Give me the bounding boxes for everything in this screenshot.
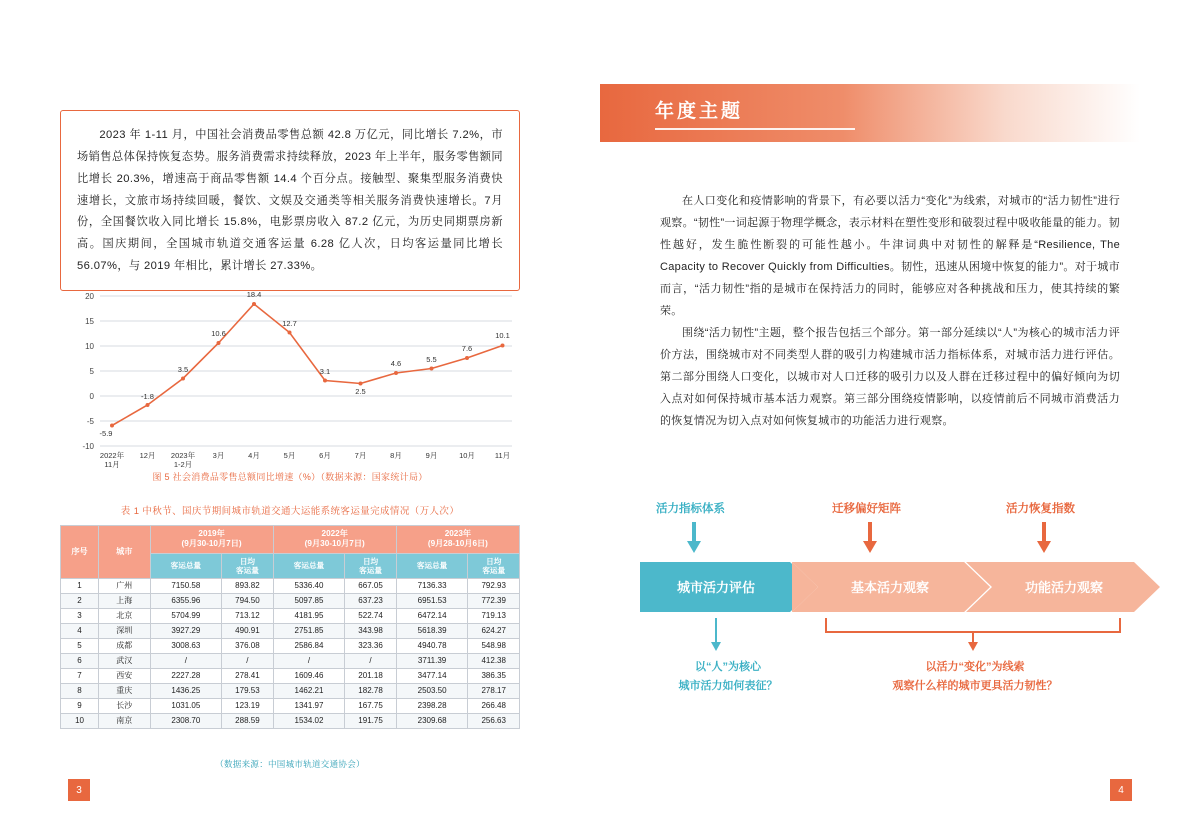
cell-total-2022: 2586.84 <box>273 639 345 654</box>
svg-text:4月: 4月 <box>248 451 260 460</box>
cell-total-2019: 3927.29 <box>150 624 222 639</box>
cell-daily-2022: 201.18 <box>345 669 397 684</box>
svg-text:12月: 12月 <box>139 451 156 460</box>
cell-total-2023: 6472.14 <box>396 609 468 624</box>
svg-text:4.6: 4.6 <box>390 359 402 368</box>
theme-underline <box>655 128 855 130</box>
th-total-2023: 客运总量 <box>396 553 468 579</box>
svg-text:0: 0 <box>89 392 94 401</box>
table-row <box>61 669 520 684</box>
cell-total-2023: 7136.33 <box>396 579 468 594</box>
cell-city: 成都 <box>99 639 150 654</box>
cell-serial: 4 <box>61 624 99 639</box>
svg-text:11月: 11月 <box>104 460 120 468</box>
svg-text:3.5: 3.5 <box>177 365 189 374</box>
cell-daily-2023: 278.17 <box>468 684 520 699</box>
cell-city: 北京 <box>99 609 150 624</box>
cell-total-2019: 1436.25 <box>150 684 222 699</box>
cell-serial: 9 <box>61 699 99 714</box>
table-row <box>61 579 520 594</box>
cell-city: 长沙 <box>99 699 150 714</box>
page-number-left: 3 <box>68 779 90 801</box>
th-city: 城市 <box>99 526 150 579</box>
cell-total-2023: 2503.50 <box>396 684 468 699</box>
cell-daily-2023: 256.63 <box>468 714 520 729</box>
svg-text:-5: -5 <box>86 417 94 426</box>
flow-label-recovery-index: 活力恢复指数 <box>1006 503 1075 515</box>
cell-total-2022: 2751.85 <box>273 624 345 639</box>
cell-serial: 6 <box>61 654 99 669</box>
cell-daily-2022: 637.23 <box>345 594 397 609</box>
svg-text:5.5: 5.5 <box>426 355 437 364</box>
svg-text:5: 5 <box>89 367 94 376</box>
theme-paragraph-1: 在人口变化和疫情影响的背景下，有必要以活力“变化”为线索，对城市的“活力韧性”进行观察。“韧性”一词起源于物理学概念，表示材料在塑性变形和破裂过程中吸收能量的能力。韧性越好，发生脆性断裂的可能性越小。牛津词典中对韧性的解释是“Resilience, The Capacity to Recover Quickly from Difficulties。韧性，迅速从困境中恢复的能力”。对于城市而言，“活力韧性”指的是城市在保持活力的同时，能够应对各种挑战和压力，使其持续的繁荣。 <box>660 195 1120 317</box>
th-group-2022: 2022年 (9月30-10月7日) <box>273 526 396 554</box>
cell-daily-2023: 266.48 <box>468 699 520 714</box>
cell-daily-2022: / <box>345 654 397 669</box>
svg-text:15: 15 <box>85 317 94 326</box>
chart-svg <box>60 278 520 468</box>
svg-text:9月: 9月 <box>425 451 438 460</box>
cell-daily-2022: 323.36 <box>345 639 397 654</box>
table-row <box>61 594 520 609</box>
svg-text:3月: 3月 <box>212 451 225 460</box>
cell-serial: 7 <box>61 669 99 684</box>
theme-body-text <box>660 190 1120 432</box>
table-row <box>61 639 520 654</box>
svg-text:10月: 10月 <box>459 451 475 460</box>
cell-daily-2023: 792.93 <box>468 579 520 594</box>
cell-total-2023: 5618.39 <box>396 624 468 639</box>
cell-daily-2019: / <box>222 654 274 669</box>
svg-text:基本活力观察: 基本活力观察 <box>850 580 930 595</box>
theme-paragraph-2: 围绕“活力韧性”主题，整个报告包括三个部分。第一部分延续以“人”为核心的城市活力评价方法，围绕城市对不同类型人群的吸引力构建城市活力指标体系，对城市活力进行评估。第二部分围绕人口变化，以城市对人口迁移的吸引力以及人群在迁移过程中的偏好倾向为切入点对如何保持城市基本活力观察。第三部分围绕疫情影响，以疫情前后不同城市消费活力的恢复情况为切入点对如何恢复城市的功能活力进行观察。 <box>660 327 1120 427</box>
cell-serial: 1 <box>61 579 99 594</box>
cell-daily-2019: 893.82 <box>222 579 274 594</box>
svg-text:10.6: 10.6 <box>211 329 226 338</box>
table-title: 表 1 中秋节、国庆节期间城市轨道交通大运能系统客运量完成情况（万人次） <box>120 506 460 517</box>
cell-city: 上海 <box>99 594 150 609</box>
cell-daily-2023: 772.39 <box>468 594 520 609</box>
svg-text:1-2月: 1-2月 <box>173 460 193 468</box>
table-row <box>61 714 520 729</box>
cell-total-2019: 2308.70 <box>150 714 222 729</box>
cell-total-2023: 3711.39 <box>396 654 468 669</box>
flow-bracket <box>640 618 1160 654</box>
cell-daily-2023: 412.38 <box>468 654 520 669</box>
cell-daily-2019: 490.91 <box>222 624 274 639</box>
flow-question-right: 以活力“变化”为线索 观察什么样的城市更具活力韧性？ <box>892 661 1058 692</box>
cell-serial: 2 <box>61 594 99 609</box>
flow-question-left: 以“人”为核心 城市活力如何表征？ <box>678 661 778 692</box>
cell-total-2022: 5097.85 <box>273 594 345 609</box>
th-serial: 序号 <box>61 526 99 579</box>
cell-total-2022: / <box>273 654 345 669</box>
flow-label-indicator-system: 活力指标体系 <box>656 503 725 515</box>
theme-title: 年度主题 <box>655 101 744 122</box>
svg-text:5月: 5月 <box>283 451 296 460</box>
cell-daily-2023: 548.98 <box>468 639 520 654</box>
table-row <box>61 624 520 639</box>
th-total-2019: 客运总量 <box>150 553 222 579</box>
cell-daily-2023: 386.35 <box>468 669 520 684</box>
table-row <box>61 609 520 624</box>
svg-text:2023年: 2023年 <box>170 451 196 460</box>
table-row <box>61 654 520 669</box>
table-row <box>61 684 520 699</box>
svg-text:2022年: 2022年 <box>99 451 125 460</box>
cell-daily-2019: 376.08 <box>222 639 274 654</box>
svg-text:8月: 8月 <box>390 451 402 460</box>
cell-daily-2023: 719.13 <box>468 609 520 624</box>
cell-daily-2022: 343.98 <box>345 624 397 639</box>
intro-quote-text: 2023 年 1-11 月，中国社会消费品零售总额 42.8 万亿元，同比增长 7.2%，市场销售总体保持恢复态势。服务消费需求持续释放，2023 年上半年，服务零售额同比增长 20.3%，增速高于商品零售额 14.4 个百分点。接触型、聚集型服务消费快速增长，文旅市场持续回暖，餐饮、文娱及交通类等相关服务消费快速增长。7月份，全国餐饮收入同比增长 15.8%，电影票房收入 87.2 亿元，为历史同期票房新高。国庆期间，全国城市轨道交通客运量 6.28 亿人次，日均客运量同比增长 56.07%，与 2019 年相比，累计增长 27.33%。 <box>77 129 503 273</box>
cell-total-2019: / <box>150 654 222 669</box>
cell-city: 广州 <box>99 579 150 594</box>
cell-daily-2023: 624.27 <box>468 624 520 639</box>
flow-stages <box>640 562 1160 612</box>
cell-total-2019: 1031.05 <box>150 699 222 714</box>
svg-text:11月: 11月 <box>494 451 511 460</box>
th-daily-2022: 日均 客运量 <box>345 553 397 579</box>
cell-total-2022: 1462.21 <box>273 684 345 699</box>
cell-total-2019: 3008.63 <box>150 639 222 654</box>
cell-total-2022: 1609.46 <box>273 669 345 684</box>
svg-text:-10: -10 <box>82 442 94 451</box>
cell-daily-2019: 288.59 <box>222 714 274 729</box>
table-body <box>61 579 520 729</box>
cell-serial: 5 <box>61 639 99 654</box>
svg-text:-5.9: -5.9 <box>99 429 113 438</box>
th-group-2023: 2023年 (9月28-10月6日) <box>396 526 519 554</box>
cell-total-2019: 5704.99 <box>150 609 222 624</box>
svg-text:18.4: 18.4 <box>246 290 262 299</box>
cell-serial: 3 <box>61 609 99 624</box>
cell-total-2022: 1534.02 <box>273 714 345 729</box>
cell-total-2023: 6951.53 <box>396 594 468 609</box>
th-group-2019: 2019年 (9月30-10月7日) <box>150 526 273 554</box>
svg-text:-1.8: -1.8 <box>141 392 154 401</box>
table-source: （数据来源：中国城市轨道交通协会） <box>215 759 365 769</box>
cell-city: 南京 <box>99 714 150 729</box>
svg-text:7月: 7月 <box>354 451 367 460</box>
cell-daily-2019: 713.12 <box>222 609 274 624</box>
svg-text:10: 10 <box>85 342 94 351</box>
flow-label-migration-matrix: 迁移偏好矩阵 <box>832 503 901 515</box>
svg-text:10.1: 10.1 <box>495 331 510 340</box>
cell-total-2019: 2227.28 <box>150 669 222 684</box>
cell-daily-2019: 179.53 <box>222 684 274 699</box>
retail-growth-chart <box>60 278 520 468</box>
page-number-right: 4 <box>1110 779 1132 801</box>
cell-total-2022: 4181.95 <box>273 609 345 624</box>
flow-down-arrows <box>640 522 1160 556</box>
metro-ridership-table <box>60 525 520 729</box>
cell-total-2023: 2309.68 <box>396 714 468 729</box>
cell-serial: 8 <box>61 684 99 699</box>
cell-total-2023: 2398.28 <box>396 699 468 714</box>
svg-text:12.7: 12.7 <box>282 319 297 328</box>
svg-text:7.6: 7.6 <box>461 344 473 353</box>
cell-daily-2019: 123.19 <box>222 699 274 714</box>
flow-diagram <box>640 500 1160 730</box>
cell-serial: 10 <box>61 714 99 729</box>
svg-text:城市活力评估: 城市活力评估 <box>676 580 756 595</box>
cell-daily-2019: 794.50 <box>222 594 274 609</box>
svg-text:6月: 6月 <box>319 451 331 460</box>
cell-total-2019: 6355.96 <box>150 594 222 609</box>
cell-total-2022: 5336.40 <box>273 579 345 594</box>
cell-daily-2022: 667.05 <box>345 579 397 594</box>
th-daily-2019: 日均 客运量 <box>222 553 274 579</box>
cell-total-2019: 7150.58 <box>150 579 222 594</box>
svg-text:20: 20 <box>85 292 94 301</box>
cell-daily-2022: 191.75 <box>345 714 397 729</box>
svg-text:功能活力观察: 功能活力观察 <box>1024 580 1104 595</box>
table-row <box>61 699 520 714</box>
cell-total-2022: 1341.97 <box>273 699 345 714</box>
svg-text:2.5: 2.5 <box>355 387 366 396</box>
cell-city: 重庆 <box>99 684 150 699</box>
svg-text:3.1: 3.1 <box>319 367 331 376</box>
intro-quote-box <box>60 110 520 291</box>
th-daily-2023: 日均 客运量 <box>468 553 520 579</box>
cell-city: 武汉 <box>99 654 150 669</box>
cell-city: 深圳 <box>99 624 150 639</box>
cell-daily-2022: 522.74 <box>345 609 397 624</box>
cell-total-2023: 3477.14 <box>396 669 468 684</box>
cell-city: 西安 <box>99 669 150 684</box>
cell-daily-2022: 167.75 <box>345 699 397 714</box>
chart-caption: 图 5 社会消费品零售总额同比增速（%）（数据来源：国家统计局） <box>152 472 428 482</box>
cell-daily-2022: 182.78 <box>345 684 397 699</box>
th-total-2022: 客运总量 <box>273 553 345 579</box>
cell-daily-2019: 278.41 <box>222 669 274 684</box>
cell-total-2023: 4940.78 <box>396 639 468 654</box>
